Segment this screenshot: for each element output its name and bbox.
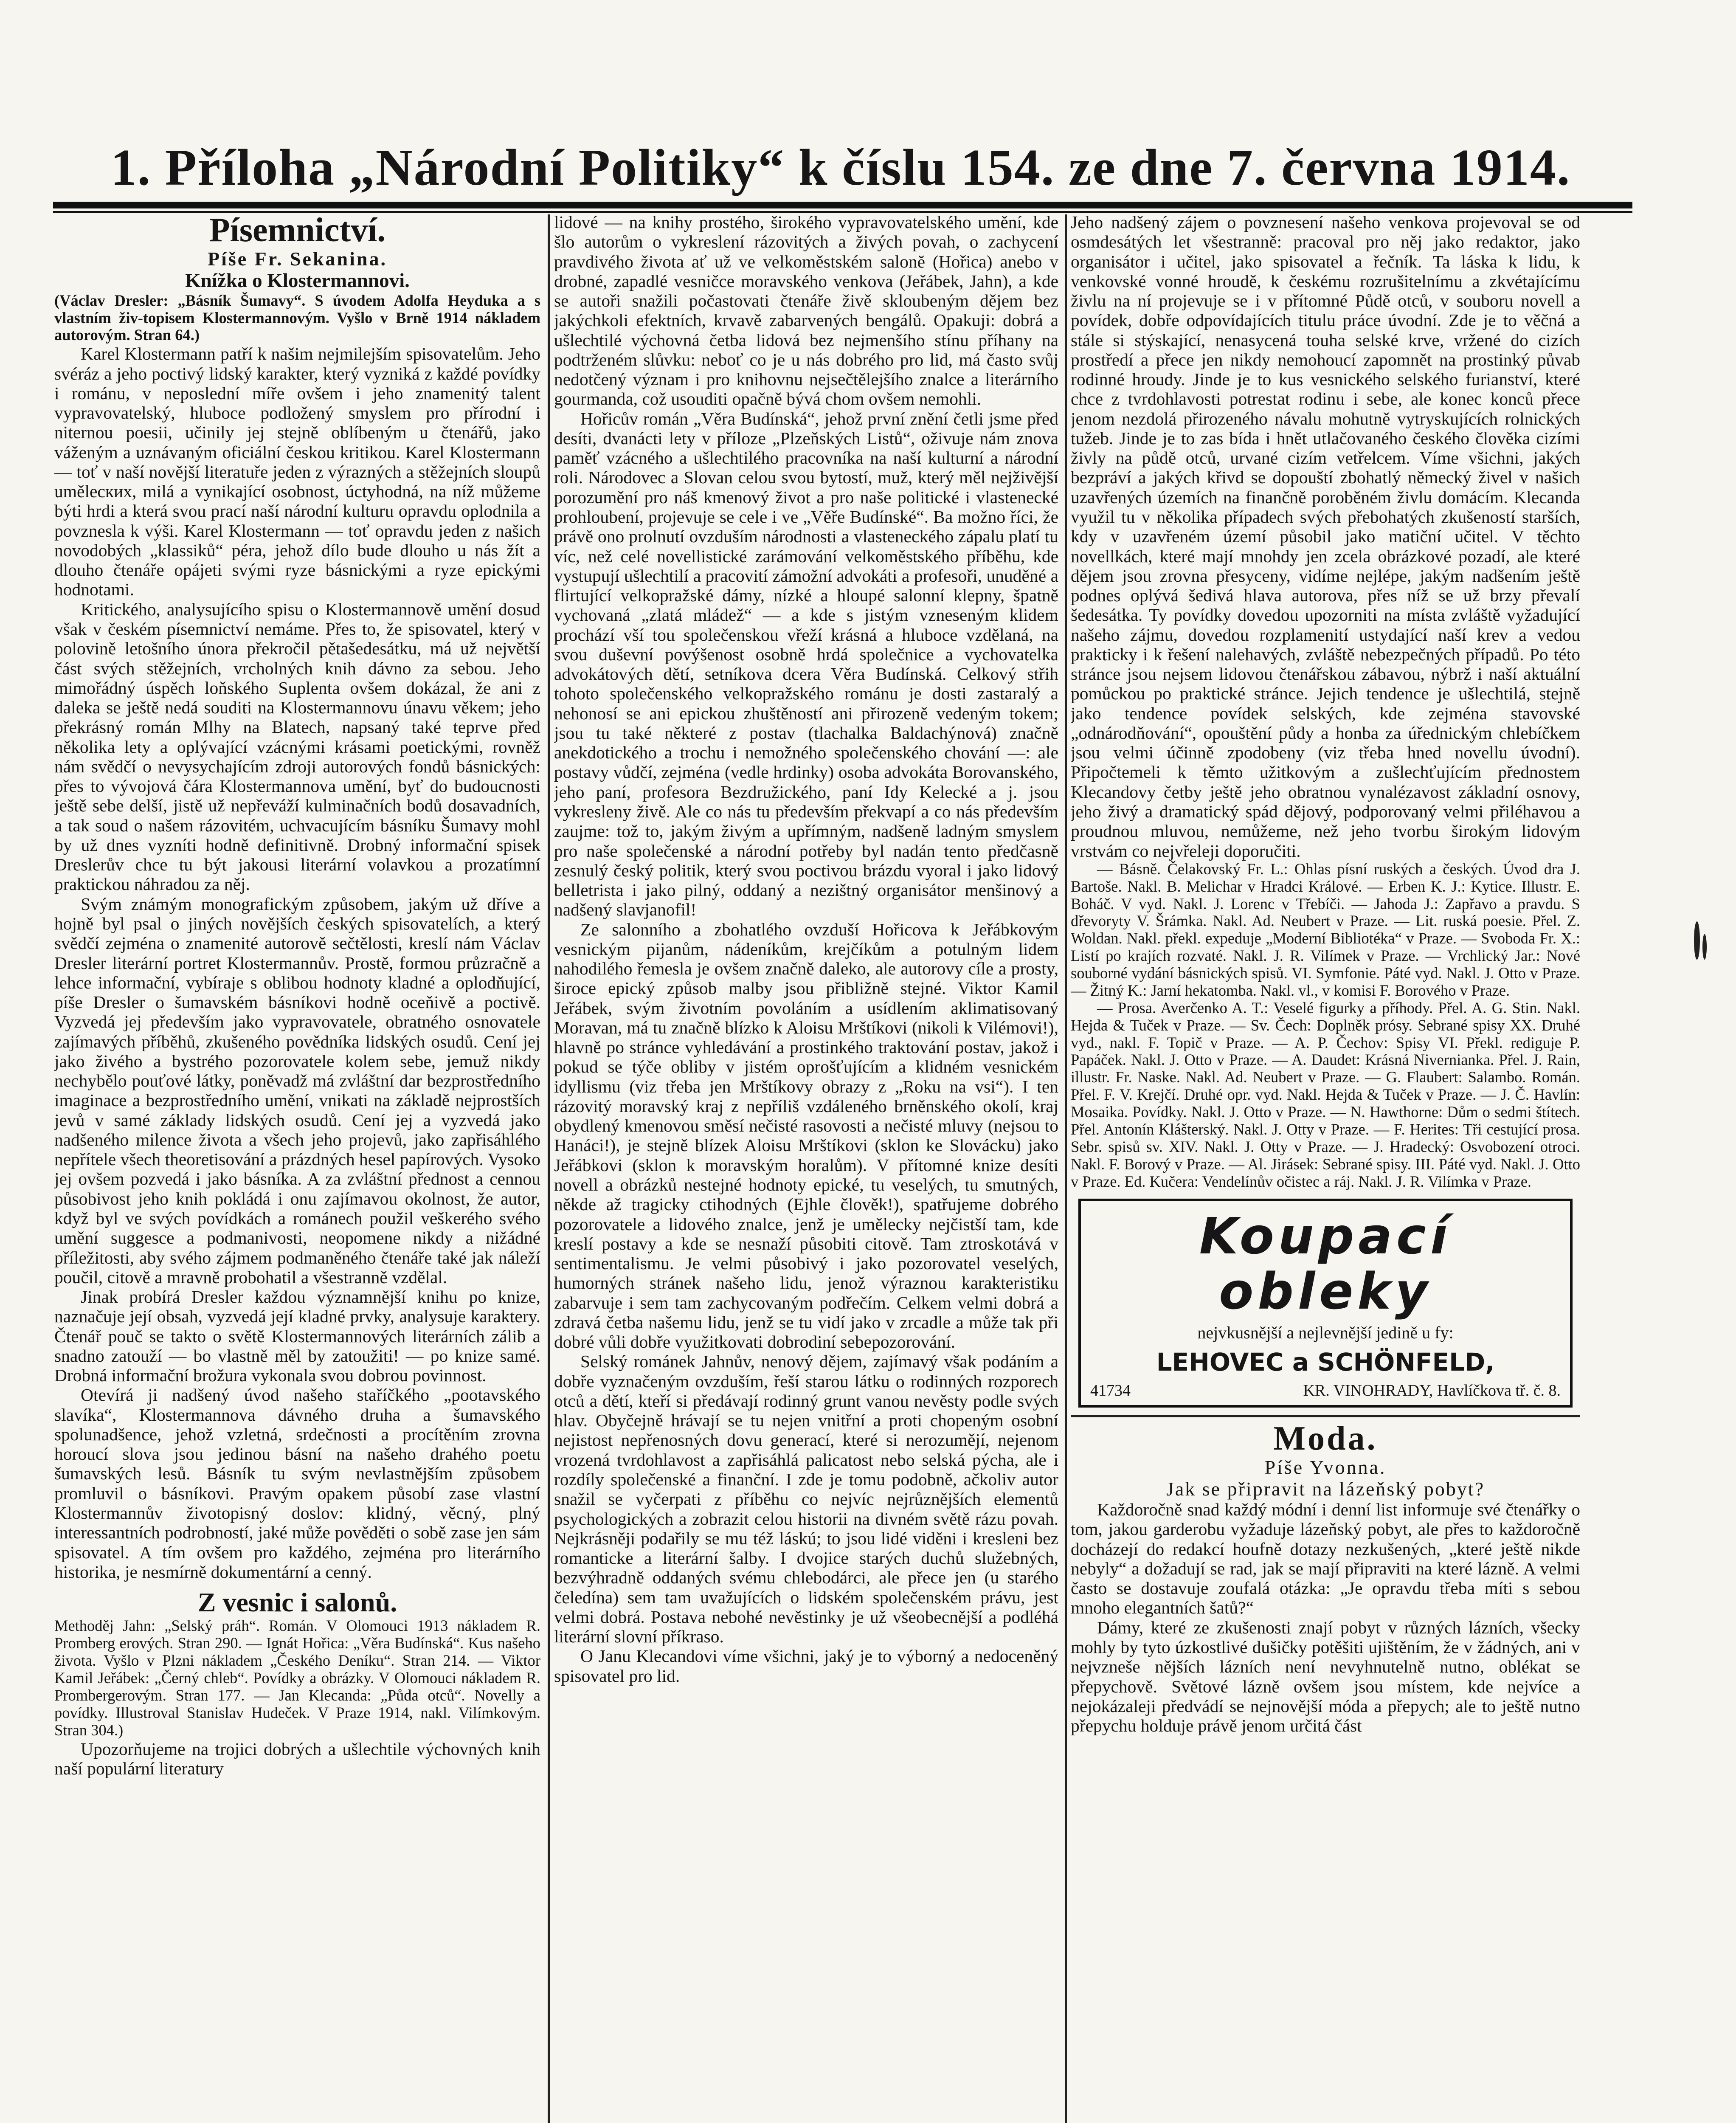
- paragraph: Svým známým monografickým způsobem, jakým už dříve a hojně byl psal o jiných novějších českých spisovatelích, a který svědčí zejména o znamenité autorově sečtělosti, kreslí nám Václav Dresler literární portret Klostermannův. Prostě, formou průzračně a lehce informační, vybíraje s oblibou hodnoty kladné a oplodňující, píše Dresler o šumavském básníkovi hodně oceňivě a poctivě. Vyzvedá jej především jako vypravovatele, obratného osnovatele zajímavých příběhů, zkušeného povědníka lidských osudů. Cení jej jako živého a bystrého pozorovatele kolem sebe, jemuž nikdy nechybělo pouťové látky, poněvadž má zvláštní dar bezprostředního imaginace a bezprostředního umění, vnikati na základě nejprostších jevů v samé základy lidských osudů. Cení jej a vyzvedá jako nadšeného milence života a všech jeho projevů, jako zapřisáhlého nepřítele všech theoretisování a prázdných hesel papírových. Vysoko jej ovšem pozvedá i jako básníka. A za zvláštní přednost a cennou působivost jeho knih pokládá i onu zajímavou okolnost, že autor, když byl ve svých povídkách a románech použil veškerého svého umění suggesce a podmanivosti, neopomene nikdy a nižádné příležitosti, aby svého zájmem podmaněného čtenáře také jak náleží poučil, citově a mravně probohatil a všestranně vzdělal.: [54, 894, 540, 1287]
- section-divider: [1071, 1415, 1580, 1417]
- ad-number: 41734: [1090, 1382, 1131, 1400]
- moda-byline: Píše Yvonna.: [1264, 1456, 1387, 1478]
- section-title-pisemnictvi: Písemnictví.: [209, 212, 386, 249]
- ad-tagline: nejvkusnější a nejlevnější jedině u fy:: [1197, 1323, 1454, 1342]
- section2-note: Methoděj Jahn: „Selský práh“. Román. V Olomouci 1913 nákladem R. Promberg erových. Stran 290. — Ignát Hořica: „Věra Budínská“. Kus našeho života. Vyšlo v Plzni nákladem „Českého Deníku“. Stran 214. — Viktor Kamil Jeřábek: „Černý chleb“. Povídky a obrázky. V Olomouci nákladem R. Prombergerovým. Stran 177. — Jan Klecanda: „Půda otců“. Novelly a povídky. Illustroval Stanislav Hudeček. V Praze 1914, nakl. Vilímkovým. Stran 304.): [54, 1617, 540, 1739]
- scan-mark: [1702, 934, 1707, 960]
- paragraph: Hořicův román „Věra Budínská“, jehož první znění četli jsme před desíti, dvanácti lety v příloze „Plzeňských Listů“, oživuje nám znova paměť vzácného a ušlechtilého pracovníka na naší kulturní a národní roli. Národovec a Slovan celou svou bytostí, muž, který měl nejživější porozumění pro náš kmenový život a pro naše politické i vlastenecké prohloubení, projevuje se cele i ve „Věře Budínské“. Ba možno říci, že právě ono prolnutí ovzduším národnosti a vlasteneckého zápalu platí tu víc, než celé novellistické zarámování velkoměstského příběhu, kde vystupují ušlechtilí a pracovití zámožní advokáti a profesoři, unuděné a flirtující velkopražské dámy, nízké a hloupé salonní klepny, špatně vychovaná „zlatá mládež“ — a kde s jistým vzneseným klidem prochází vší tou společenskou vřeží krásná a hluboce vzdělaná, na svou duševní povýšenost osobně hrdá společnice a vychovatelka advokátových dětí, setníkova dcera Věra Budínská. Celkový střih tohoto společenského velkopražského románu je dosti zastaralý a nehonosí se ani epickou zhuštěností ani přirozeně vedeným tokem; jsou tu také některé z postav (tlachalka Baldachýnová) značně anekdotického a trochu i nemožného společenského chování —: ale postavy vůdčí, zejména (vedle hrdinky) osoba advokáta Borovanského, jeho paní, profesora Bezdružického, paní Idy Kelecké a j. jsou vykresleny živě. Ale co nás tu především překvapí a co nás především zaujme: tož to, jakým živým a upřímným, nadšeně ladným smyslem pro naše společenské a národní potřeby byl nadán tento předčasně zesnulý český politik, který svou poctivou brázdu vyoral i jako lidový belletrista i jako pilný, oddaný a nezištný organisátor menšinový a nadšený slavjanofil!: [554, 408, 1058, 920]
- source-note: (Václav Dresler: „Básník Šumavy“. S úvodem Adolfa Heyduka a s vlastním živ-topisem Klostermannovým. Vyšlo v Brně 1914 nákladem autorovým. Stran 64.): [54, 291, 540, 344]
- column-divider-2: [1065, 214, 1067, 2123]
- column-3: [1071, 212, 1580, 2123]
- section-title-z-vesnic: Z vesnic i salonů.: [197, 1587, 397, 1618]
- header-rule: [53, 202, 1632, 208]
- ad-address: KR. VINOHRADY, Havlíčkova tř. č. 8.: [1303, 1382, 1561, 1400]
- paragraph: Ze salonního a zbohatlého ovzduší Hořicova k Jeřábkovým vesnickým pijanům, nádeníkům, krejčíkům a potulným lidem nahodilého řemesla je ovšem značně daleko, ale autorovy cíle a prosty, široce epický způsob malby jsou přibližně stejné. Viktor Kamil Jeřábek, svým životním povoláním a usídlením aklimatisovaný Moravan, má tu značně blízko k Aloisu Mrštíkovi (nikoli k Vilémovi!), hlavně po stránce vyhledávání a prostinkého traktování postav, jakož i pokud se týče obliby v jistém oprošťujícím a klidném vesnickém idyllismu (viz třeba jen Mrštíkovy obrazy z „Roku na vsi“). I ten rázovitý moravský kraj z nepříliš vzdáleného brněnského okolí, kraj obydlený kmenovou směsí nečisté rasovosti a nečisté mluvy (nejsou to Hanáci!), je stejně blízek Aloisu Mrštíkovi (sklon ke Slovácku) jako Jeřábkovi (sklon k moravským horalům). V přítomné knize desíti novell a obrázků nestejné hodnoty epické, tu veselých, tu smutných, někde až tragicky ctihodných (Ejhle člověk!), spatřujeme dobrého pozorovatele a lidového znalce, jenž je umělecky nejčistší tam, kde kreslí postavy a kde se nesnaží působiti citově. Tam ztroskotává v sentimentalismu. Je velmi působivý i jako pozorovatel veselých, humorných stránek našeho lidu, jenož výraznou karakteristiku zabarvuje i sem tam zachycovaným podřečím. Celkem velmi dobrá a zdravá četba našemu lidu, jenž se tu vidí jako v zrcadle a může tak při dobré vůli dobře využitkovati dobrodiní sebepozorování.: [554, 919, 1058, 1352]
- paragraph: Kritického, analysujícího spisu o Klostermannově umění dosud však v českém písemnictví nemáme. Přes to, že spisovatel, který v polovině letošního února překročil pětašedesátku, má už největší část svých stěžejních, vrcholných knih dávno za sebou. Jeho mimořádný úspěch loňského Suplenta ovšem dokázal, že ani z daleka se ještě nedá souditi na Klostermannovu únavu věkem; jeho překrásný román Mlhy na Blatech, napsaný také teprve před několika lety a oplývající vzácnými krásami poetickými, rovněž nám svědčí o nevysychajícím zdroji autorových fondů básnických: přes to vývojová čára Klostermannova umění, byť do budoucnosti ještě sebe delší, jistě už nepřeváží kulminačních bodů dosavadních, a tak soud o našem rázovitém, uchvacujícím básníku Šumavy mohl by už dnes vyzníti hodně definitivně. Drobný informační spisek Dreslerův chce tu být jakousi literární volavkou a prozatímní praktickou náhradou za něj.: [54, 599, 540, 894]
- moda-subtitle: Jak se připravit na lázeňský pobyt?: [1166, 1478, 1485, 1500]
- ad-title: Koupací obleky: [1199, 1207, 1452, 1321]
- paragraph: Selský románek Jahnův, nenový dějem, zajímavý však podáním a dobře vyznačeným ovzduším, řeší starou látku o rodinných rozporech otců a dětí, kteří si předávají rodinný grunt vanou nevěsty podle svých hlav. Obyčejně hrávají se tu nejen vnitřní a proti chopeným osobní nejistost nepřenosných dovu generací, které si nerozumějí, nejenom vrozená tvrdohlavost a zapřisáhlá palicatost nebo selská pýcha, ale i rozdíly společenské a finanční. I zde je tomu podobně, ačkoliv autor snažil se vyčerpati z příběhu co nejvíc nejrůznějších elementů psychologických a zobrazit celou historii na divném světě rázu povah. Nejkrásněji podařily se mu též láskú; to jsou lidé viděni i kresleni bez romanticke a literární šalby. I dvojice starých duchů služebných, bezvýhradně oddaných svému chlebodárci, ale přece jen (u starého čeledína) sem tam uvažujících o lidském společenském právu, jest velmi dobrá. Postava nebohé nevěstinky je už všeobecnější a podléhá literární slovní příkraso.: [554, 1352, 1058, 1647]
- scan-mark: [1694, 921, 1700, 960]
- ad-address-row: [1090, 1382, 1561, 1399]
- column-2: [554, 212, 1058, 2123]
- paragraph: Jinak probírá Dresler každou významnější knihu po knize, naznačuje její obsah, vyzvedá její kladné prvky, analysuje karaktery. Čtenář pouč se takto o světě Klostermannových literárních zálib a snadno zatouží — bo vlastně měl by zatoužiti! — po knize samé. Drobná informační brožura vykonala svou dobrou povinnost.: [54, 1287, 540, 1385]
- column-1: [54, 212, 540, 2123]
- paragraph: lidové — na knihy prostého, širokého vypravovatelského umění, kde šlo autorům o vykreslení rázovitých a živých povah, o zachycení pravdivého života ať už ve velkoměstském salonĕ (Hořica) anebo v drobné, zapadlé vesničce moravského venkova (Jeřábek, Jahn), a kde se autoři snažili počastovati čtenáře živě skloubeným dějem bez jakýchkoli efektních, krvavě zabarvených bengálů. Opakuji: dobrá a ušlechtilé výchovná četba lidová bez nejmenšího stínu příhany na podtrženém slůvku: neboť co je u nás dobrého pro lid, má často svůj nedotčený význam i pro knihovnu nejsečtělejšího znalce a literárního gourmanda, což usouditi opačně bývá chom ovšem nemohli.: [554, 212, 1058, 409]
- paragraph: Dámy, které ze zkušenosti znají pobyt v různých lázních, všecky mohly by tyto úzkostlivé dušičky potěšiti ujištěním, že v žádných, ani v nejvzneše nějších lázních není nevyhnutelně nutno, oblékat se přepychově. Světové lázně ovšem jsou místem, kde nejvíce a nejokázaleji předvádí se nejnovější móda a přepych; ale to ještě nutno přepychu holduje právě jenom určitá část: [1071, 1617, 1580, 1736]
- paragraph: Otevírá ji nadšený úvod našeho staříčkého „pootavského slavíka“, Klostermannova dávného druha a šumavského spolunadšence, jehož vzletná, srdečnosti a procítěním zrovna horoucí slova jsou jedinou básní na našeho drahého poetu šumavských lesů. Básník tu svým nevlastnějším způsobem promluvil o básníkovi. Pravým opakem působí zase vlastní Klostermannův životopisný doslov: klidný, věcný, plný interessantních podrobností, jaké může pověděti o sobě zase jen sám spisovatel. A tím ovšem pro každého, zejména pro literárního historika, je nesmírně dokumentární a cenný.: [54, 1385, 540, 1582]
- literary-notes-prose: — Prosa. Averčenko A. T.: Veselé figurky a příhody. Přel. A. G. Stin. Nakl. Hejda & Tuček v Praze. — Sv. Čech: Doplněk prósy. Sebrané spisy XX. Druhé vyd., nakl. F. Topič v Praze. — A. P. Čechov: Spisy VI. Překl. rediguje P. Papáček. Nakl. J. Otto v Praze. — A. Daudet: Krásná Nivernianka. Přel. J. Rain, illustr. Fr. Naske. Nakl. Ad. Neubert v Praze. — G. Flaubert: Salambo. Román. Přel. F. V. Krejčí. Druhé opr. vyd. Nakl. Hejda & Tuček v Praze. — J. Č. Havlín: Mosaika. Povídky. Nakl. J. Otto v Praze. — N. Hawthorne: Dům o sedmi štítech. Přel. Antonín Klášterský. Nakl. J. Otty v Praze. — F. Herites: Tři cestující prosa. Sebr. spisů sv. XIV. Nakl. J. Otty v Praze. — J. Hradecký: Osvobození otroci. Nakl. F. Borový v Praze. — Al. Jirásek: Sebrané spisy. III. Páté vyd. Nakl. J. Otto v Praze. Ed. Kučera: Vendelínův očistec a ráj. Nakl. J. R. Vilímka v Praze.: [1071, 999, 1580, 1190]
- masthead-title: 1. Příloha „Národní Politiky“ k číslu 154. ze dne 7. června 1914.: [110, 139, 1571, 196]
- article-title: Knížka o Klostermannovi.: [185, 270, 410, 292]
- column-divider-1: [548, 214, 550, 2123]
- literary-notes-poetry: — Básně. Čelakovský Fr. L.: Ohlas písní ruských a českých. Úvod dra J. Bartoše. Nakl. B. Melichar v Hradci Králové. — Erben K. J.: Kytice. Illustr. E. Boháč. V vyd. Nakl. J. Lorenc v Třebíči. — Jahoda J.: Zapřavo a pravdu. S dřevoryty V. Šrámka. Nakl. Ad. Neubert v Praze. — Lit. ruská poesie. Přel. Z. Woldan. Nakl. překl. expeduje „Moderní Bibliotéka“ v Praze. — Svoboda Fr. X.: Listí po krajích rozvaté. Nakl. J. R. Vilímek v Praze. — Vrchlický Jar.: Nové souborné vydání básnických spisů. VI. Symfonie. Páté vyd. Nakl. J. Otto v Praze. — Žitný K.: Jarní hekatomba. Nakl. vl., v komisi F. Borového v Praze.: [1071, 860, 1580, 999]
- paragraph: Upozorňujeme na trojici dobrých a ušlechtile výchovných knih naší populární literatury: [54, 1739, 540, 1778]
- ad-firm-name: LEHOVEC a SCHÖNFELD,: [1156, 1347, 1495, 1377]
- paragraph: Jeho nadšený zájem o povznesení našeho venkova projevoval se od osmdesátých let všestranně: pracoval pro něj jako redaktor, jako organisátor i učitel, jako spisovatel a řečník. Ta láska k lidu, k venkovské vonné hroudě, k českému rozrušitelnímu a zkvétajícímu živlu na ní projevuje se i v přítomné Půdě otců, v souboru novell a povídek, dobře odpovídajících titulu práce úvodní. Zde je to věčná a stále si stýskající, nenasycená touha selské krve, vržené do cizích prostředí a přece jen nikdy nemohoucí zapomnět na prostinký půvab rodinné hroudy. Jinde je to kus vesnického selského furianství, které chce z tvrdohlavosti potrestat rodinu i sebe, ale konec konců přece jenom nezdolá přirozeného návalu mohutně vytryskujících rolnických tužeb. Jinde je to zas bída i hnět utlačovaného českého člověka cizími živly na půdě otců, urvané cizím vetřelcem. Víme všichni, jakých bezpráví a jakých křivd se dopouští zbohatlý německý živel v našich uzavřených územích na finančně poroběném živlu domácím. Klecanda využil tu v několika případech svých přebohatých zkušeností starších, kdy v uzavřeném území působil jako matiční učitel. V těchto novellkách, které mají mnohdy jen zcela obrázkové pozadí, ale které dějem jsou zrovna přesyceny, vidíme nejlépe, jakým nadšením ještě podnes oplývá šedivá hlava autorova, přes níž se už brzy převalí šedesátka. Ty povídky dovedou upozorniti na místa zvláště vyžadující našeho zájmu, dovedou rozplamenití ustydající naší krev a vedou prakticky i k řešení nalehavých, zvláště nebezpečných případů. Po této stránce jsou nejsem lidovou čtenářskou zábavou, nýbrž i naší aktuální pomůckou po praktické stránce. Jejich tendence je ušlechtilá, stejně jako tendence povídek selských, kde zejména stavovské „odnárodňování“, opouštění půdy a honba za úřednickým chlebíčkem jsou velmi účinně zpodobeny (viz třeba hned novellu úvodní). Připočtemeli k těmto užitkovým a zušlechťujícím přednostem Klecandovy četby ještě jeho obratnou vynalézavost základní osnovy, jeho živý a dramatický spád dějový, podporovaný velmi přiléhavou a proudnou mluvou, nemůžeme, než jeho tvorbu širokým lidovým vrstvám co nejvřeleji doporučiti.: [1071, 212, 1580, 861]
- section-title-moda: Moda.: [1273, 1419, 1378, 1457]
- paragraph: O Janu Klecandovi víme všichni, jaký je to výborný a nedoceněný spisovatel pro lid.: [554, 1646, 1058, 1686]
- byline: Píše Fr. Sekanina.: [207, 248, 388, 270]
- advertisement-box: [1078, 1199, 1573, 1407]
- paragraph: Každoročně snad každý módní i denní list informuje své čtenářky o tom, jakou garderobu vyžaduje lázeňský pobyt, ale přes to každoročně docházejí do redakcí houfně dotazy nezkušených, „které ještě nikde nebyly“ a dožadují se rad, jak se mají připraviti na které lázně. A velmi často se dostavuje zoufalá otázka: „Je opravdu třeba míti s sebou mnoho elegantních šatů?“: [1071, 1500, 1580, 1618]
- paragraph: Karel Klostermann patří k našim nejmilejším spisovatelům. Jeho svéráz a jeho poctivý lidský karakter, který vyzniká z každé povídky i románu, v neposlední míře ovšem i jeho znamenitý talent vypravovatelský, hluboce podložený smyslem pro přírodní i niternou poesii, učinily jej stejně oblíbeným u čtenářů, jako váženým a uznávaným oficiální českou kritikou. Karel Klostermann — toť v naší novější literatuře jeden z výrazných a stěžejních sloupů umělecких, milá a vynikající osobnost, úctyhodná, na níž můžeme býti hrdi a která svou prací naší národní kulturu opravdu oplodnila a povznesla k výši. Karel Klostermann — toť opravdu jeden z našich novodobých „klassiků“ péra, jehož dílo bude dlouho u nás žít a dlouho čtenáře opájeti svými ryze básnickými a ryze epickými hodnotami.: [54, 344, 540, 600]
